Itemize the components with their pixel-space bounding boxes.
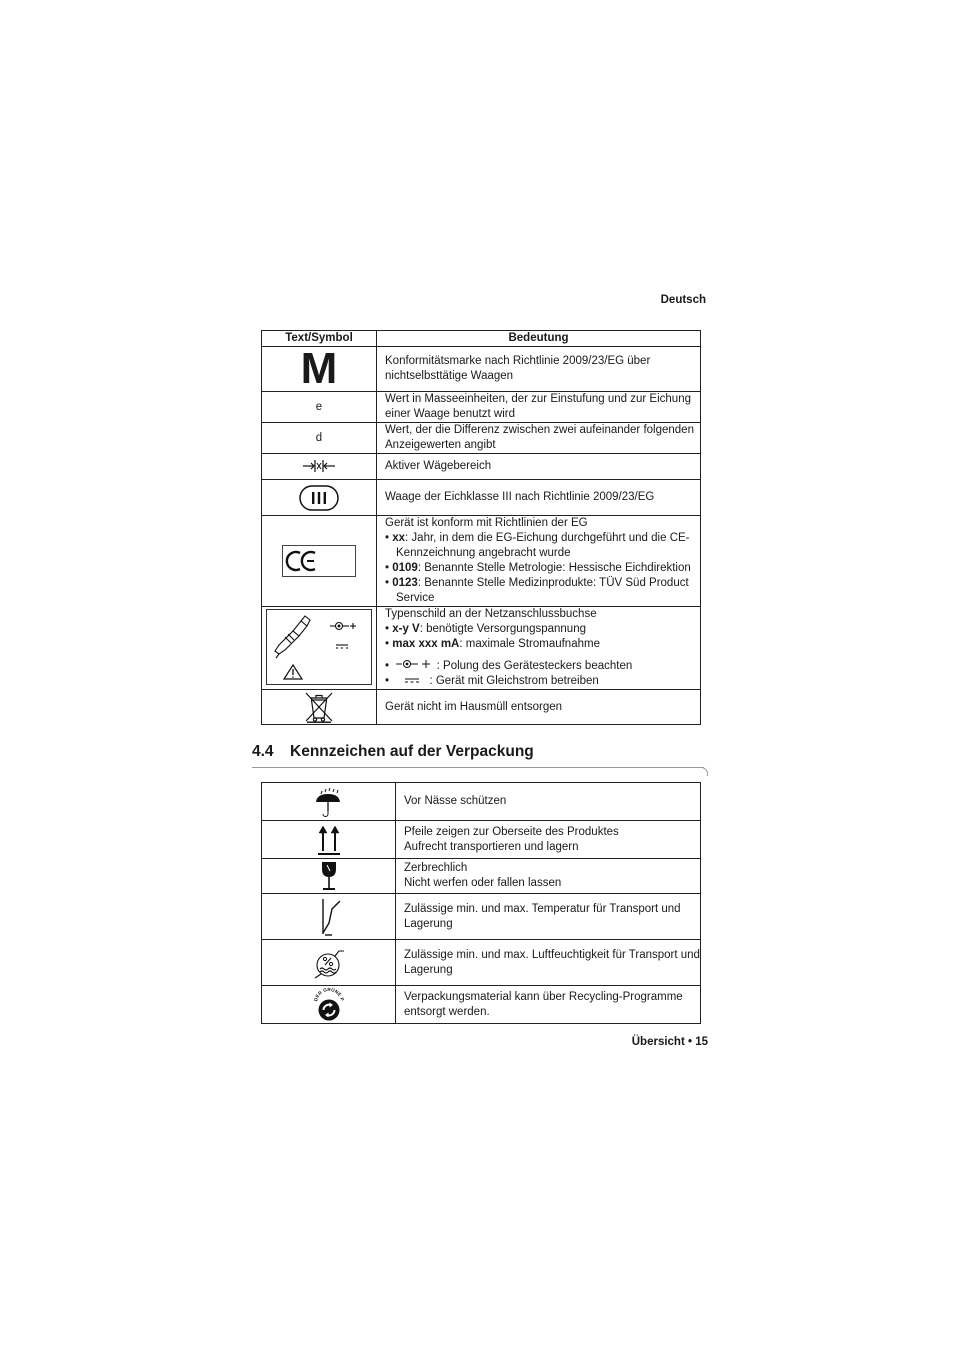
list-item: • x-y V: benötigte Versorgungspannung: [385, 622, 700, 637]
list-item: • max xxx mA: maximale Stromaufnahme: [385, 637, 700, 652]
class-three-icon: [299, 485, 339, 511]
plug-intro: Typenschild an der Netzanschlussbuchse: [385, 608, 597, 620]
green-dot-icon: [312, 987, 346, 1023]
umbrella-icon: [314, 787, 344, 817]
list-item: • : Polung des Gerätesteckers beachten: [385, 659, 700, 674]
active-range-icon: [302, 459, 336, 473]
table-row: [262, 392, 701, 423]
humidity-limit-icon: [312, 945, 346, 981]
column-header-symbol: Text/Symbol: [262, 331, 377, 347]
table-row: [262, 783, 701, 821]
meaning-cell: Konformitätsmarke nach Richtlinie 2009/23/EG über nichtselbsttätige Waagen: [377, 347, 701, 392]
meaning-cell: Gerät nicht im Hausmüll entsorgen: [377, 690, 701, 725]
list-item: • 0109: Benannte Stelle Metrologie: Hessische Eichdirektion: [385, 561, 700, 576]
column-header-meaning: Bedeutung: [377, 331, 701, 347]
this-way-up-icon: [316, 824, 342, 856]
meaning-line: Nicht werfen oder fallen lassen: [404, 877, 562, 889]
polarity-icon: [395, 659, 433, 671]
language-label: Deutsch: [660, 294, 706, 306]
meaning-cell: Wert in Masseeinheiten, der zur Einstufung und zur Eichung einer Waage benutzt wird: [377, 392, 701, 423]
meaning-cell: Zulässige min. und max. Temperatur für Transport und Lagerung: [396, 894, 701, 940]
table-row: [262, 454, 701, 480]
meaning-line: Aufrecht transportieren und lagern: [404, 840, 579, 853]
e-symbol: e: [262, 392, 377, 423]
meaning-line: Pfeile zeigen zur Oberseite des Produktes: [404, 825, 619, 838]
meaning-cell: Verpackungsmaterial kann über Recycling-Programme entsorgt werden.: [396, 986, 701, 1024]
table-row: [262, 821, 701, 859]
crossed-bin-icon: [304, 691, 334, 723]
ce-intro: Gerät ist konform mit Richtlinien der EG: [385, 517, 588, 529]
section-number: 4.4: [252, 743, 274, 760]
list-item: • xx: Jahr, in dem die EG-Eichung durchgeführt und die CE-Kennzeichnung angebracht wurde: [385, 531, 700, 561]
temperature-limit-icon: [316, 897, 342, 937]
table-row: [262, 940, 701, 986]
list-item: • 0123: Benannte Stelle Medizinprodukte: TÜV Süd Product Service: [385, 576, 700, 606]
meaning-cell: Vor Nässe schützen: [396, 783, 701, 821]
table-row: [262, 347, 701, 392]
power-plug-label-icon: [266, 609, 372, 685]
table-row: [262, 859, 701, 894]
table-row: [262, 690, 701, 725]
table-row: [262, 986, 701, 1024]
fragile-glass-icon: [318, 860, 340, 892]
ce-bullet-list: [385, 531, 700, 606]
packaging-symbols-table: [261, 782, 701, 1024]
symbols-table: [261, 330, 701, 725]
direct-current-icon: [395, 676, 429, 686]
section-rule: [252, 767, 704, 768]
table-row: [262, 480, 701, 516]
svg-text:DER GRÜNE PUNKT: DER GRÜNE P: [312, 986, 345, 1002]
meaning-cell: Zulässige min. und max. Luftfeuchtigkeit für Transport und Lagerung: [396, 940, 701, 986]
page-footer: Übersicht • 15: [631, 1036, 708, 1048]
meaning-cell: Aktiver Wägebereich: [377, 454, 701, 480]
table-row: [262, 423, 701, 454]
table-row: [262, 607, 701, 690]
table-row: [262, 516, 701, 607]
meaning-cell: Wert, der die Differenz zwischen zwei aufeinander folgenden Anzeigewerten angibt: [377, 423, 701, 454]
m-mark-icon: M: [300, 344, 338, 393]
plug-bullet-list: [385, 622, 700, 689]
meaning-line: Zerbrechlich: [404, 862, 468, 874]
meaning-cell: Waage der Eichklasse III nach Richtlinie 2009/23/EG: [377, 480, 701, 516]
list-item: • : Gerät mit Gleichstrom betreiben: [385, 674, 700, 689]
section-title-text: Kennzeichen auf der Verpackung: [290, 743, 534, 760]
table-row: [262, 894, 701, 940]
section-rule-corner: [700, 767, 708, 776]
d-symbol: d: [262, 423, 377, 454]
ce-mark-icon: [282, 545, 356, 577]
section-heading: [252, 743, 534, 761]
